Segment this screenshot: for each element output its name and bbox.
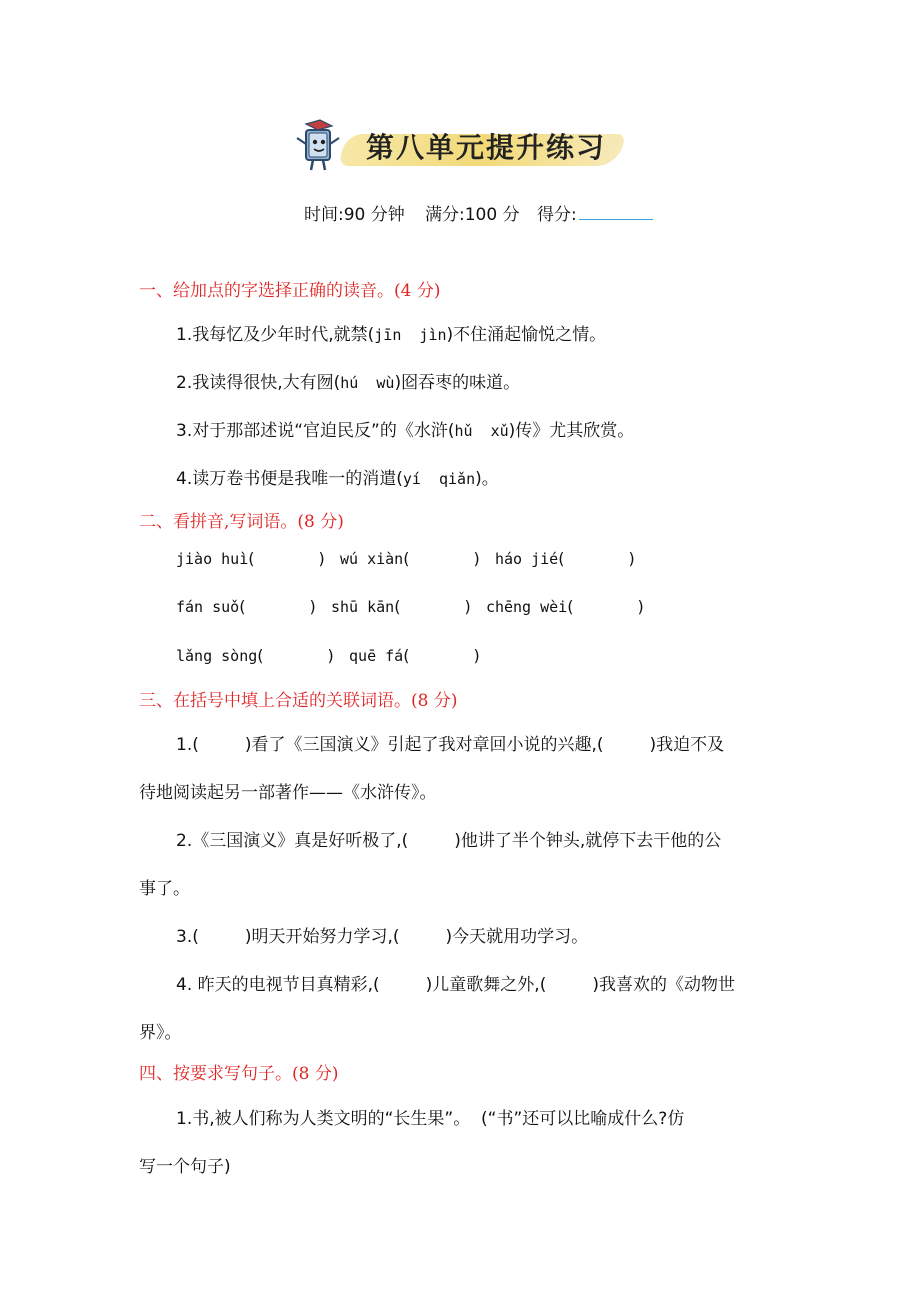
section-1-item-1: 1.我每忆及少年时代,就禁(jīn jìn)不住涌起愉悦之情。 bbox=[176, 325, 607, 345]
pinyin-word: chēng wèi bbox=[485, 598, 568, 616]
section-3-item-4-cont: 界》。 bbox=[139, 1023, 182, 1043]
section-3-item-3: 3.( )明天开始努力学习,( )今天就用功学习。 bbox=[176, 927, 589, 947]
section-4-item-1: 1.书,被人们称为人类文明的“长生果”。 (“书”还可以比喻成什么?仿 bbox=[176, 1109, 685, 1129]
pinyin-word: shū kān bbox=[330, 598, 395, 616]
pinyin-word: lǎng sòng bbox=[176, 647, 258, 665]
pinyin-word: háo jié bbox=[494, 550, 559, 568]
section-3-item-1-cont: 待地阅读起另一部著作——《水浒传》。 bbox=[139, 783, 437, 803]
section-3-heading: 三、在括号中填上合适的关联词语。(8 分) bbox=[139, 691, 458, 711]
pinyin-word: fán suǒ bbox=[176, 598, 240, 616]
pinyin-word: quē fá bbox=[349, 647, 404, 665]
section-3-item-4: 4. 昨天的电视节目真精彩,( )儿童歌舞之外,( )我喜欢的《动物世 bbox=[176, 975, 735, 995]
full-score-info: 满分:100 分 bbox=[425, 205, 520, 225]
score-blank[interactable] bbox=[579, 219, 653, 220]
page-title: 第八单元提升练习 bbox=[366, 131, 607, 164]
pinyin-word: jiào huì bbox=[176, 550, 249, 568]
section-1-heading: 一、给加点的字选择正确的读音。(4 分) bbox=[139, 281, 441, 301]
pinyin-row-3: lǎng sòng( ) quē fá( ) bbox=[176, 646, 480, 665]
section-4-heading: 四、按要求写句子。(8 分) bbox=[139, 1064, 339, 1084]
section-3-item-1: 1.( )看了《三国演义》引起了我对章回小说的兴趣,( )我迫不及 bbox=[176, 735, 725, 755]
pinyin-row-1: jiào huì( ) wú xiàn( ) háo jié( ) bbox=[176, 549, 635, 568]
book-mascot-icon bbox=[294, 118, 344, 174]
section-4-item-1-cont: 写一个句子) bbox=[139, 1157, 231, 1177]
section-1-item-3: 3.对于那部述说“官迫民反”的《水浒(hǔ xǔ)传》尤其欣赏。 bbox=[176, 421, 635, 441]
page-title-banner bbox=[294, 118, 634, 174]
section-3-item-2: 2.《三国演义》真是好听极了,( )他讲了半个钟头,就停下去干他的公 bbox=[176, 831, 722, 851]
section-1-item-4: 4.读万卷书便是我唯一的消遣(yí qiǎn)。 bbox=[176, 469, 499, 489]
pinyin-row-2: fán suǒ( ) shū kān( ) chēng wèi( ) bbox=[176, 597, 644, 616]
pinyin-word: wú xiàn bbox=[340, 550, 404, 568]
section-1-item-2: 2.我读得很快,大有囫(hú wù)囵吞枣的味道。 bbox=[176, 373, 521, 393]
time-info: 时间:90 分钟 bbox=[304, 205, 405, 225]
score-label: 得分: bbox=[537, 205, 577, 225]
section-2-heading: 二、看拼音,写词语。(8 分) bbox=[139, 512, 344, 532]
section-3-item-2-cont: 事了。 bbox=[139, 879, 190, 899]
